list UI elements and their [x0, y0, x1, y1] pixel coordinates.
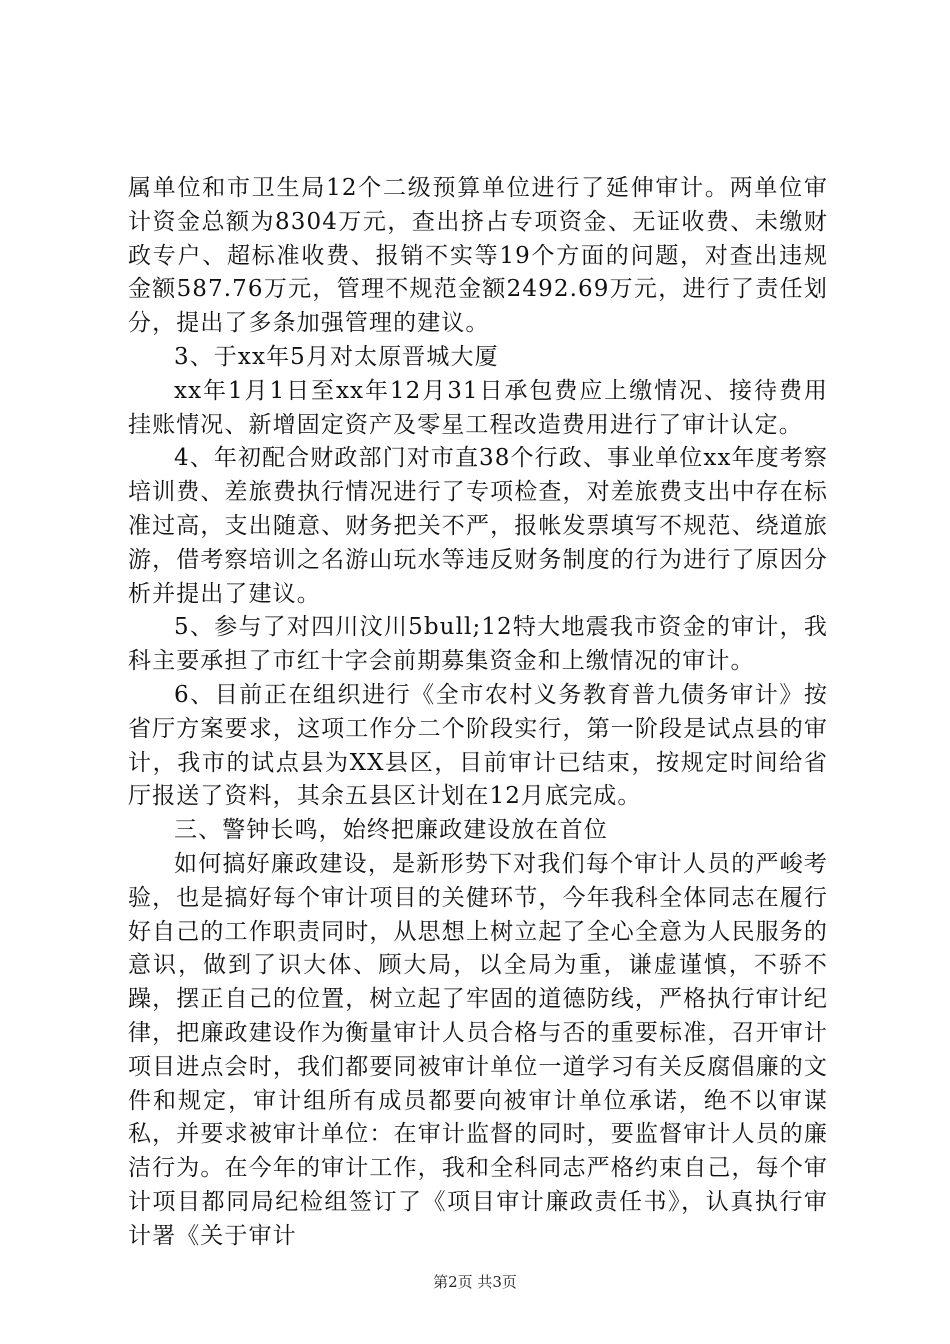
paragraph-2: 3、于xx年5月对太原晋城大厦	[174, 343, 499, 370]
paragraph-3: xx年1月1日至xx年12月31日承包费应上缴情况、接待费用挂账情况、新增固定资产及零星工程改造费用进行了审计认定。	[128, 377, 828, 438]
page-number-footer: 第2页 共3页	[433, 1273, 517, 1291]
paragraph-5: 5、参与了对四川汶川5bull;12特大地震我市资金的审计，我科主要承担了市红十字会前期募集资金和上缴情况的审计。	[128, 614, 828, 675]
paragraph-4: 4、年初配合财政部门对市直38个行政、事业单位xx年度考察培训费、差旅费执行情况进行了专项检查，对差旅费支出中存在标准过高，支出随意、财务把关不严，报帐发票填写不规范、绕道旅游，借考察培训之名游山玩水等违反财务制度的行为进行了原因分析并提出了建议。	[128, 445, 828, 607]
document-body	[128, 172, 828, 1254]
paragraph-1: 属单位和市卫生局12个二级预算单位进行了延伸审计。两单位审计资金总额为8304万元，查出挤占专项资金、无证收费、未缴财政专户、超标准收费、报销不实等19个方面的问题，对查出违规金额587.76万元，管理不规范金额2492.69万元，进行了责任划分，提出了多条加强管理的建议。	[128, 175, 828, 337]
section-heading: 三、警钟长鸣，始终把廉政建设放在首位	[174, 817, 608, 844]
paragraph-8: 如何搞好廉政建设，是新形势下对我们每个审计人员的严峻考验，也是搞好每个审计项目的关健环节，今年我科全体同志在履行好自己的工作职责同时，从思想上树立起了全心全意为人民服务的意识，做到了识大体、顾大局，以全局为重，谦虚谨慎，不骄不躁，摆正自己的位置，树立起了牢固的道德防线，严格执行审计纪律，把廉政建设作为衡量审计人员合格与否的重要标准，召开审计项目进点会时，我们都要同被审计单位一道学习有关反腐倡廉的文件和规定，审计组所有成员都要向被审计单位承诺，绝不以审谋私，并要求被审计单位：在审计监督的同时，要监督审计人员的廉洁行为。在今年的审计工作，我和全科同志严格约束自己，每个审计项目都同局纪检组签订了《项目审计廉政责任书》，认真执行审计署《关于审计	[128, 850, 828, 1249]
paragraph-6: 6、目前正在组织进行《全市农村义务教育普九债务审计》按省厅方案要求，这项工作分二个阶段实行，第一阶段是试点县的审计，我市的试点县为XX县区，目前审计已结束，按规定时间给省厅报送了资料，其余五县区计划在12月底完成。	[128, 681, 828, 810]
